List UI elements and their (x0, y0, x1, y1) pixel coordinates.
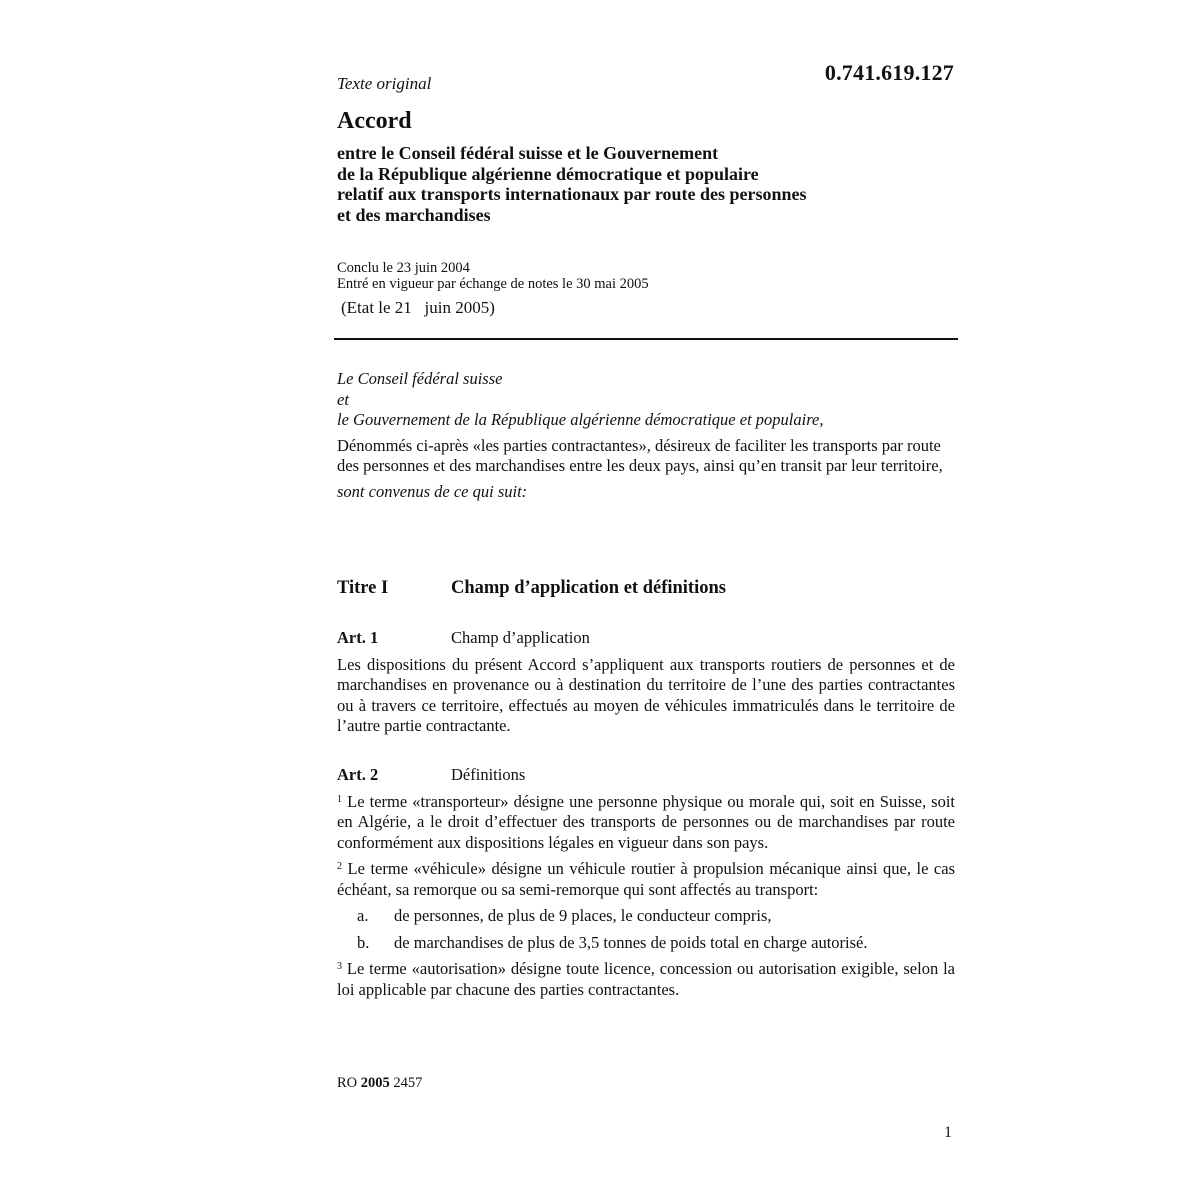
document-title: Accord (337, 108, 412, 134)
article-title: Champ d’application (451, 628, 590, 647)
article-number: Art. 1 (337, 628, 379, 647)
subtitle-line: et des marchandises (337, 204, 491, 225)
ro-reference (337, 1075, 957, 1092)
conclu-date: Conclu le 23 juin 2004 (337, 260, 470, 276)
alinea-number: 3 (337, 961, 342, 972)
list-item-text: de marchandises de plus de 3,5 tonnes de poids total en charge autorisé. (394, 932, 868, 952)
titre-title: Champ d’application et définitions (451, 578, 726, 598)
titre-number: Titre I (337, 578, 389, 598)
alinea-1 (337, 792, 955, 854)
ro-page: 2457 (393, 1075, 423, 1091)
texte-original-label: Texte original (337, 74, 432, 93)
list-item-label: b. (357, 932, 370, 952)
sr-number: 0.741.619.127 (824, 60, 954, 85)
alinea-text: Le terme «transporteur» désigne une personne physique ou morale qui, soit en Suisse, soit en Algérie, a le droit d’effectuer des transports de personnes ou de marchandises par route conformément aux dispositions légales en vigueur dans son pays. (337, 791, 956, 852)
party-algeria: le Gouvernement de la République algérienne démocratique et populaire, (337, 410, 824, 429)
preamble (337, 369, 957, 502)
titre-heading (337, 578, 957, 599)
alinea-number: 1 (337, 793, 342, 805)
list-item (337, 906, 955, 927)
page-number: 1 (944, 1124, 952, 1141)
subtitle-line: entre le Conseil fédéral suisse et le Gouvernement (337, 143, 719, 163)
article-number: Art. 2 (337, 765, 379, 784)
preamble-closing: sont convenus de ce qui suit: (337, 481, 528, 501)
article-2 (337, 765, 957, 1000)
list-item-label: a. (357, 906, 369, 925)
alinea-text: Le terme «véhicule» désigne un véhicule routier à propulsion mécanique ainsi que, le cas échéant, sa remorque ou sa semi-remorque qui sont affectés au transport: (337, 859, 955, 899)
list-item (337, 933, 955, 954)
preamble-recital: Dénommés ci-après «les parties contractantes», désireux de faciliter les transports par route des personnes et des marchandises entre les deux pays, ainsi qu’en transit par leur territoire, (337, 435, 943, 475)
etat-date: (Etat le 21 juin 2005) (341, 298, 495, 317)
alinea-text: Le terme «autorisation» désigne toute licence, concession ou autorisation exigible, selon la loi applicable par chacune des parties contractantes. (337, 959, 956, 999)
dates-block (337, 260, 957, 292)
party-switzerland: Le Conseil fédéral suisse (337, 369, 503, 388)
ro-prefix: RO (337, 1075, 358, 1091)
subtitle-line: de la République algérienne démocratique et populaire (337, 163, 759, 184)
conjunction-et: et (337, 389, 349, 409)
entree-en-vigueur: Entré en vigueur par échange de notes le 30 mai 2005 (337, 276, 649, 292)
alinea-3 (337, 959, 955, 1000)
article-1 (337, 628, 957, 737)
header-divider (334, 338, 958, 340)
article-body (337, 792, 955, 1001)
article-text: Les dispositions du présent Accord s’appliquent aux transports routiers de personnes et de marchandises en provenance ou à destination du territoire de l’une des parties contractantes ou à travers ce territoire, effectués au moyen de véhicules immatriculés dans le territoire de l’autre partie contractante. (337, 654, 955, 735)
alinea-2 (337, 859, 955, 900)
list-item-text: de personnes, de plus de 9 places, le conducteur compris, (394, 906, 772, 925)
alinea-number: 2 (337, 861, 342, 872)
subtitle-line: relatif aux transports internationaux par route des personnes (337, 184, 807, 204)
article-title: Définitions (451, 765, 526, 784)
ro-year: 2005 (360, 1075, 390, 1091)
document-subtitle (337, 143, 957, 225)
